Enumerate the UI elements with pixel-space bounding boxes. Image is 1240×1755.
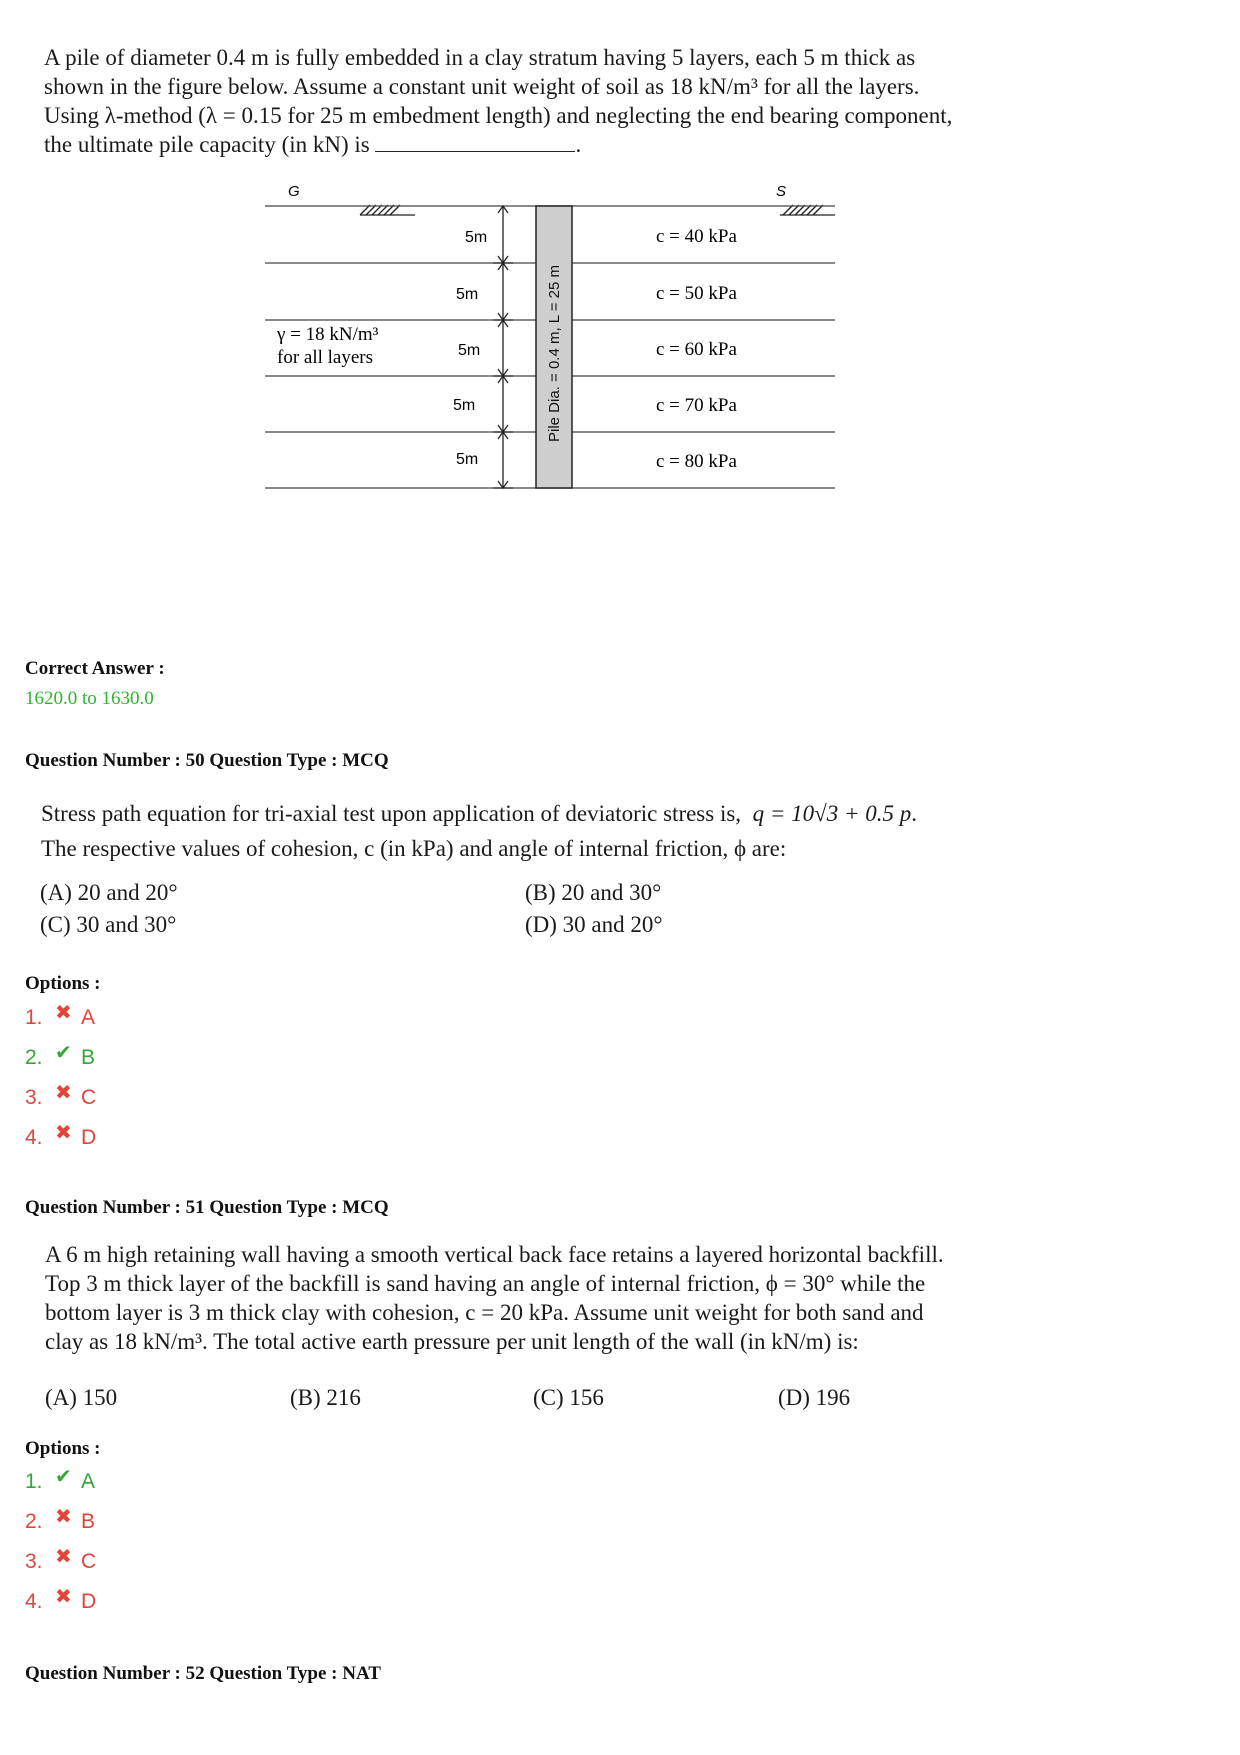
q51-option-1: 1. ✔ A [25,1465,96,1493]
unit-weight-note: for all layers [277,347,374,368]
q50-choice-a: (A) 20 and 20° [40,880,178,905]
stress-path-equation: q = 10√3 + 0.5 p [752,801,912,826]
cross-icon: ✖ [55,1001,72,1024]
q51-option-2: 2. ✖ B [25,1505,96,1533]
q50-options-label: Options : [25,973,101,994]
question-51-line-4: clay as 18 kN/m³. The total active earth pressure per unit length of the wall (in kN/m) is: [45,1329,859,1354]
q51-option-4: 4. ✖ D [25,1585,97,1613]
q50-option-3: 3. ✖ C [25,1081,97,1109]
q51-choice-a: (A) 150 [45,1385,118,1410]
q50-choice-d: (D) 30 and 20° [525,912,663,937]
layer-3-thickness: 5m [458,342,481,359]
q51-options-list [25,1465,97,1616]
question-51-header: Question Number : 51 Question Type : MCQ [25,1197,389,1218]
layer-1-cohesion: c = 40 kPa [656,226,737,247]
layer-5-cohesion: c = 80 kPa [656,451,737,472]
q50-option-4: 4. ✖ D [25,1121,97,1149]
pile-figure [250,170,850,510]
cross-icon: ✖ [55,1121,72,1144]
layer-5-thickness: 5m [456,451,479,468]
correct-answer-value: 1620.0 to 1630.0 [25,688,154,709]
question-52-header: Question Number : 52 Question Type : NAT [25,1663,381,1684]
correct-answer-label: Correct Answer : [25,658,165,679]
figure-label-g: G [288,183,300,200]
question-50-line-1: Stress path equation for tri-axial test upon application of deviatoric stress is, [41,801,742,826]
layer-1-thickness: 5m [465,229,488,246]
question-49-line-4: the ultimate pile capacity (in kN) is . [44,132,582,157]
dimension-line [493,206,513,488]
q51-choice-b: (B) 216 [290,1385,361,1410]
question-51-line-1: A 6 m high retaining wall having a smooth vertical back face retains a layered horizontal backfill. [45,1242,944,1267]
question-50-line-2: The respective values of cohesion, c (in kPa) and angle of internal friction, ϕ are: [41,836,787,861]
figure-label-s: S [776,183,787,200]
q51-choice-d: (D) 196 [778,1385,851,1410]
answer-blank [375,133,575,152]
layer-2-thickness: 5m [456,286,479,303]
question-49-line-3: Using λ-method (λ = 0.15 for 25 m embedment length) and neglecting the end bearing component, [44,103,953,128]
question-50-header: Question Number : 50 Question Type : MCQ [25,750,389,771]
unit-weight-label: γ = 18 kN/m³ [277,324,379,345]
q50-options-list [25,1001,97,1152]
question-51-line-3: bottom layer is 3 m thick clay with cohesion, c = 20 kPa. Assume unit weight for both sand and [45,1300,924,1325]
layer-4-cohesion: c = 70 kPa [656,395,737,416]
pile-label: Pile Dia. = 0.4 m, L = 25 m [546,264,563,442]
cross-icon: ✖ [55,1505,72,1528]
cross-icon: ✖ [55,1545,72,1568]
layer-2-cohesion: c = 50 kPa [656,283,737,304]
layer-4-thickness: 5m [453,397,476,414]
question-51-line-2: Top 3 m thick layer of the backfill is sand having an angle of internal friction, ϕ = 30° while the [45,1271,926,1296]
q50-choice-c: (C) 30 and 30° [40,912,177,937]
check-icon: ✔ [55,1465,72,1488]
q51-choice-c: (C) 156 [533,1385,604,1410]
question-49-text [44,43,1054,159]
question-50-text: Stress path equation for tri-axial test upon application of deviatoric stress is, q = 10√3 + 0.5 p. The respective values of cohesion, c (in kPa) and angle of internal friction, ϕ are: [41,799,1061,863]
cross-icon: ✖ [55,1081,72,1104]
q51-option-3: 3. ✖ C [25,1545,97,1573]
cross-icon: ✖ [55,1585,72,1608]
question-51-text [45,1240,1055,1356]
q50-option-1: 1. ✖ A [25,1001,96,1029]
q50-choice-b: (B) 20 and 30° [525,880,662,905]
question-49-line-2: shown in the figure below. Assume a constant unit weight of soil as 18 kN/m³ for all the layers. [44,74,920,99]
layer-3-cohesion: c = 60 kPa [656,339,737,360]
q50-option-2: 2. ✔ B [25,1041,96,1069]
q51-options-label: Options : [25,1438,101,1459]
question-49-line-1: A pile of diameter 0.4 m is fully embedded in a clay stratum having 5 layers, each 5 m thick as [44,45,916,70]
check-icon: ✔ [55,1041,72,1064]
